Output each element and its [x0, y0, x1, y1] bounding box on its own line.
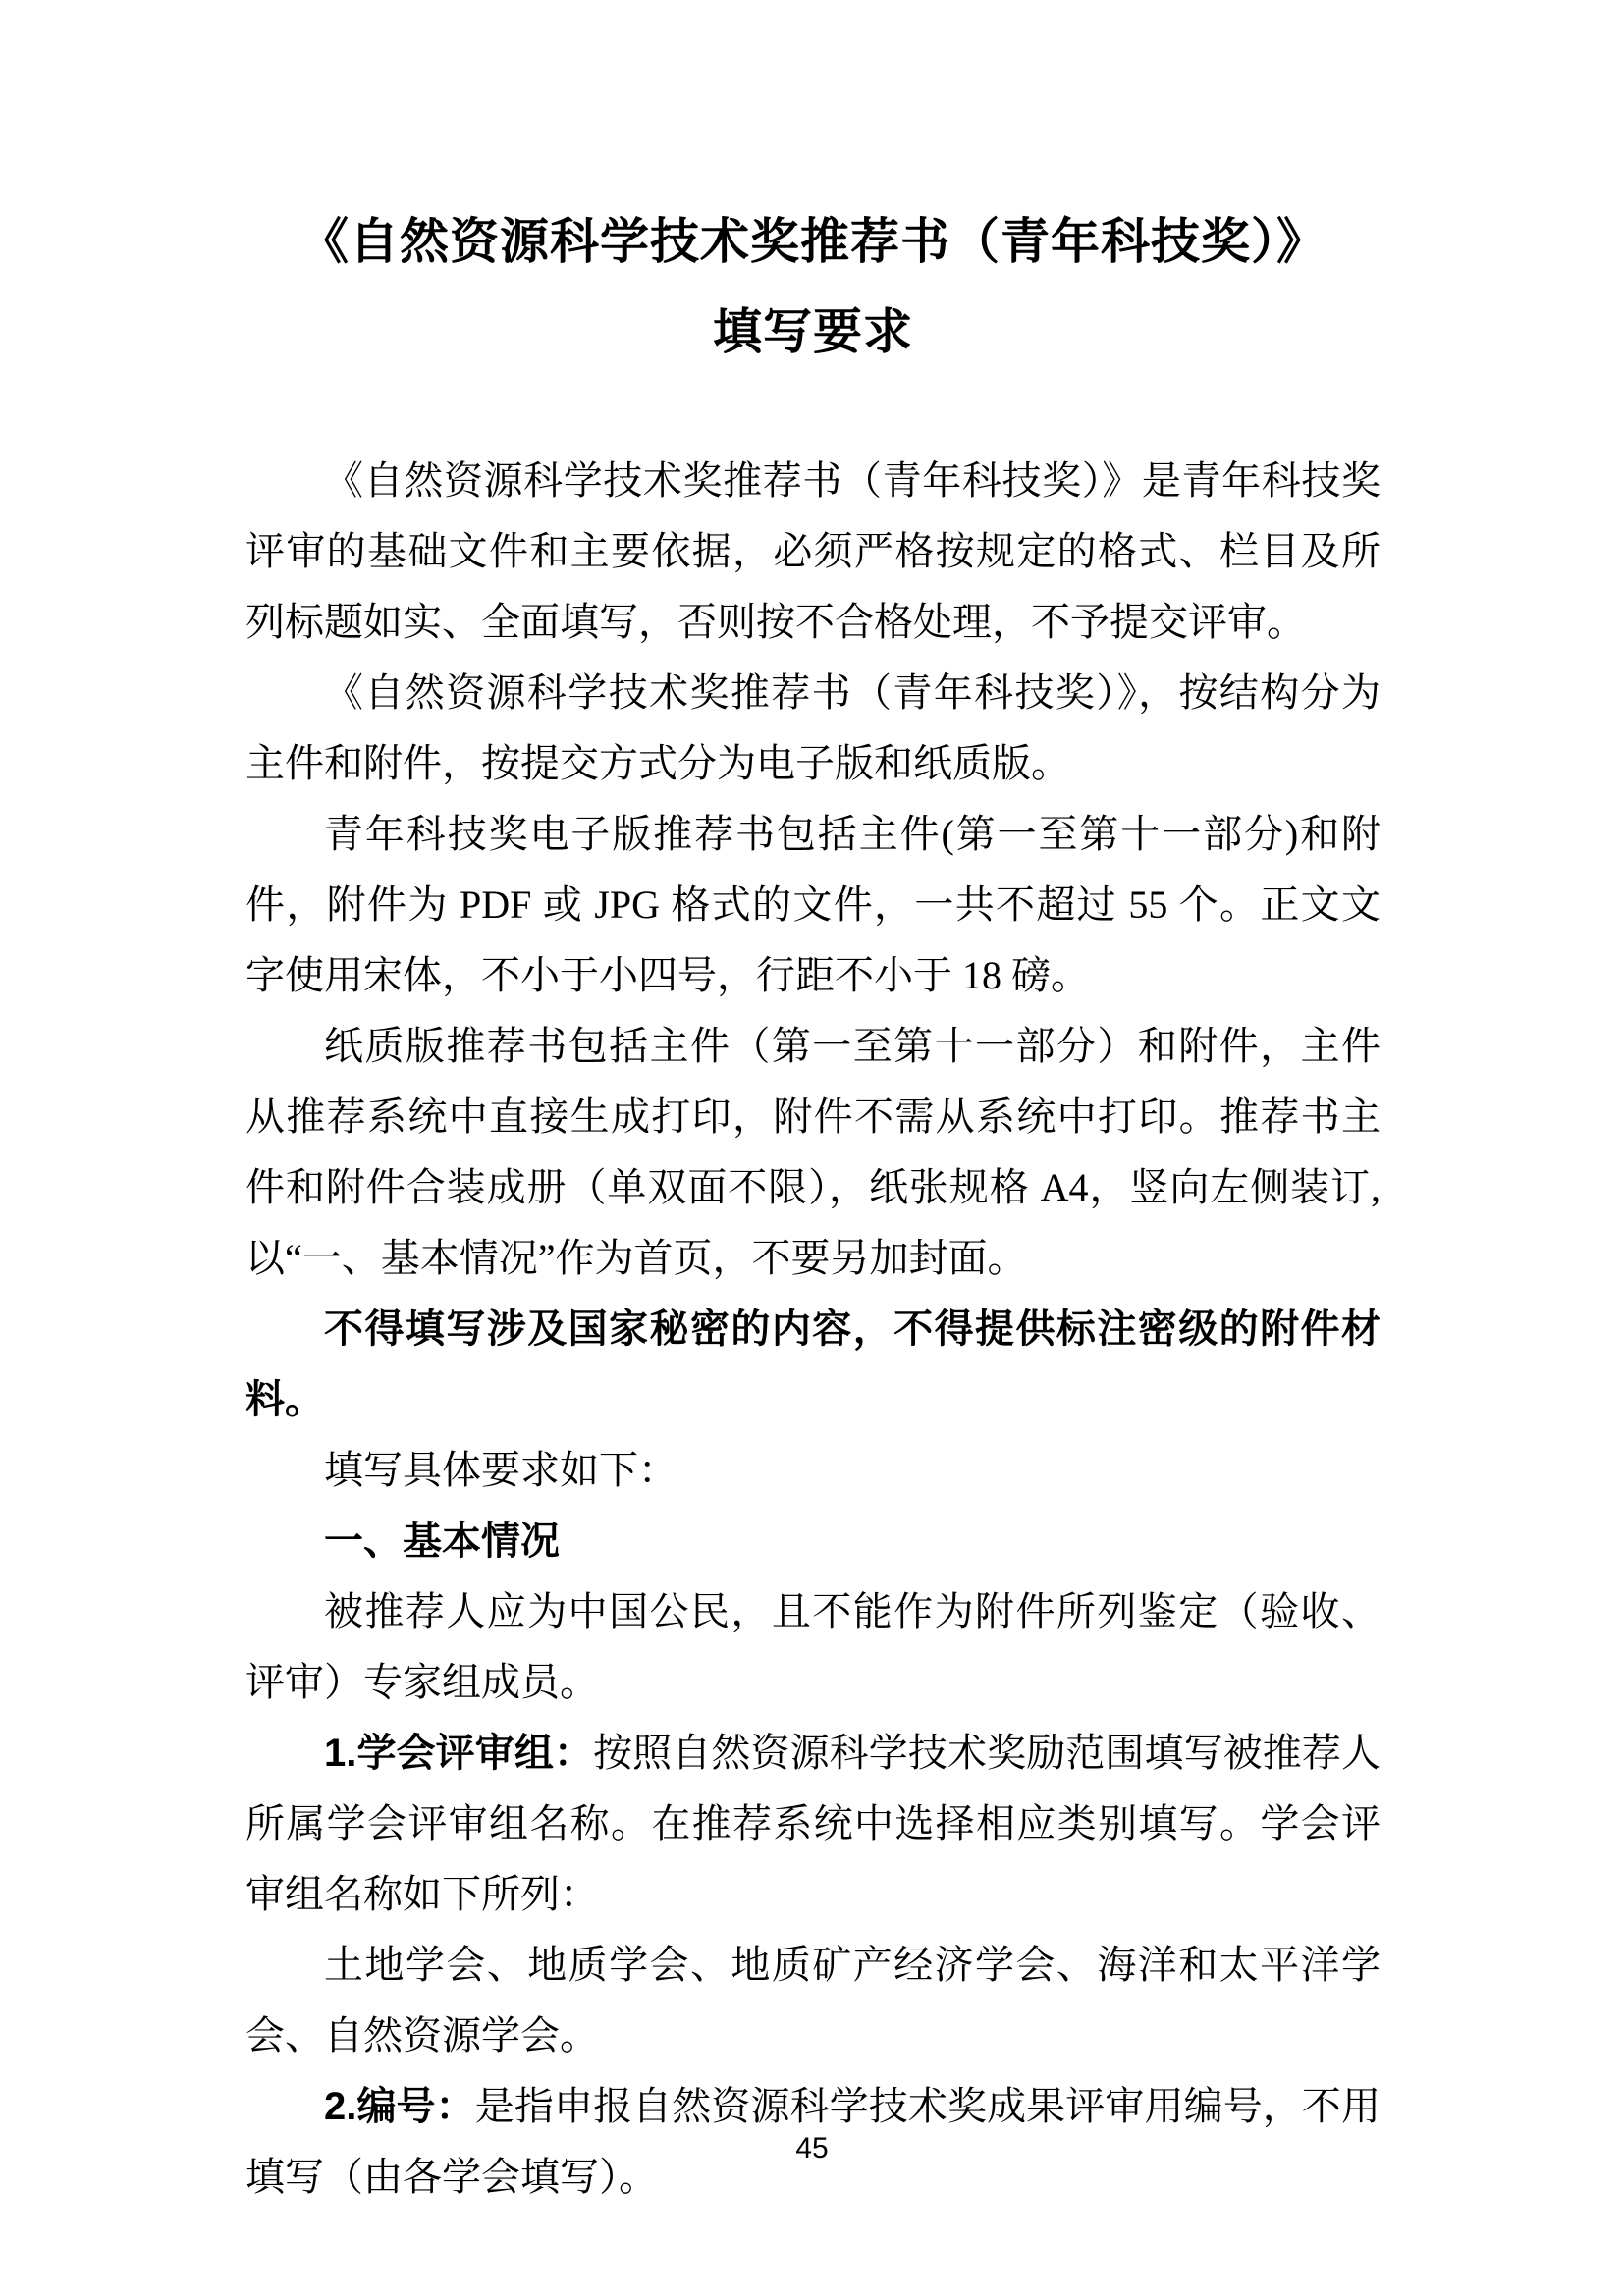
paragraph-society-list: 土地学会、地质学会、地质矿产经济学会、海洋和太平洋学会、自然资源学会。: [245, 1943, 1380, 2057]
paragraph-number-field-lead: 2.编号：: [324, 2085, 475, 2128]
document-title: [245, 196, 1380, 377]
document-title-line1: 《自然资源科学技术奖推荐书（青年科技奖）》: [299, 214, 1326, 269]
paragraph-nominee-citizenship: 被推荐人应为中国公民，且不能作为附件所列鉴定（验收、评审）专家组成员。: [245, 1589, 1380, 1704]
document-body: [245, 446, 1380, 2213]
paragraph-review-group-text: 按照自然资源科学技术奖励范围填写被推荐人所属学会评审组名称。在推荐系统中选择相应类别填写。学会评审组名称如下所列：: [245, 1731, 1381, 1916]
section-heading-basic-info: 一、基本情况: [324, 1520, 560, 1563]
paragraph-paper-version: 纸质版推荐书包括主件（第一至第十一部分）和附件，主件从推荐系统中直接生成打印，附件不需从系统中打印。推荐书主件和附件合装成册（单双面不限），纸张规格 A4，竖向左侧装订,以“一、基本情况”作为首页，不要另加封面。: [245, 1024, 1380, 1280]
paragraph-structure: 《自然资源科学技术奖推荐书（青年科技奖）》，按结构分为主件和附件，按提交方式分为电子版和纸质版。: [245, 670, 1380, 785]
document-content: [245, 196, 1380, 2213]
paragraph-electronic-version: 青年科技奖电子版推荐书包括主件(第一至第十一部分)和附件，附件为 PDF 或 JPG 格式的文件，一共不超过 55 个。正文文字使用宋体，不小于小四号，行距不小于 18 磅。: [245, 812, 1380, 997]
paragraph-requirements-lead-in: 填写具体要求如下：: [324, 1448, 677, 1492]
page-number: 45: [795, 2132, 829, 2164]
document-title-line2: 填写要求: [713, 304, 913, 359]
paragraph-number-field-text: 是指申报自然资源科学技术奖成果评审用编号，不用填写（由各学会填写）。: [245, 2084, 1380, 2199]
paragraph-intro: 《自然资源科学技术奖推荐书（青年科技奖）》是青年科技奖评审的基础文件和主要依据，必须严格按规定的格式、栏目及所列标题如实、全面填写，否则按不合格处理，不予提交评审。: [245, 458, 1380, 644]
paragraph-review-group: [245, 1718, 1380, 1930]
paragraph-review-group-lead: 1.学会评审组：: [324, 1732, 594, 1775]
paragraph-secrecy-warning: 不得填写涉及国家秘密的内容，不得提供标注密级的附件材料。: [245, 1308, 1380, 1421]
